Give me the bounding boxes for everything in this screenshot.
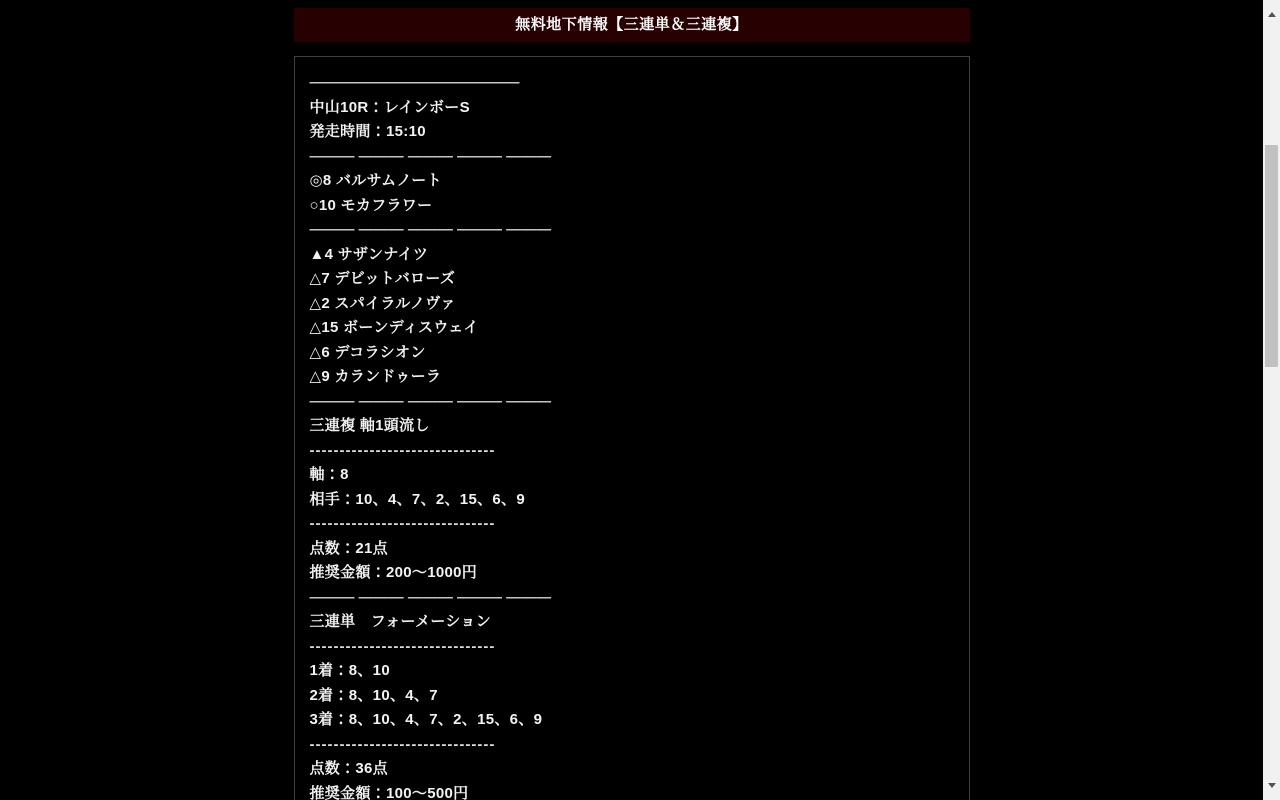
content-line: 点数：36点: [309, 760, 388, 777]
content-line: 推奨金額：200〜1000円: [309, 564, 478, 581]
content-line: 1着：8、10: [309, 662, 390, 679]
content-line: △7 デビットバローズ: [309, 270, 456, 287]
main-column: [294, 8, 970, 800]
content-line: ——————————————: [309, 74, 520, 91]
content-line: 中山10R：レインボーS: [309, 98, 470, 116]
page-title-bar: [294, 8, 970, 42]
content-line: 相手：10、4、7、2、15、6、9: [309, 490, 525, 508]
content-line: 2着：8、10、4、7: [309, 686, 438, 704]
content-line: △2 スパイラルノヴァ: [309, 294, 456, 312]
content-line: 三連単 フォーメーション: [309, 613, 492, 630]
content-line: ——— ——— ——— ——— ———: [309, 221, 552, 238]
content-line: 発走時間：15:10: [309, 123, 426, 140]
scrollbar-thumb[interactable]: [1265, 145, 1278, 367]
content-line: △15 ボーンディスウェイ: [309, 319, 479, 336]
content-line: -------------------------------: [309, 637, 496, 655]
content-line: ○10 モカフラワー: [309, 196, 433, 214]
tips-panel: [294, 56, 970, 800]
content-line: △6 デコラシオン: [309, 343, 426, 361]
content-line: -------------------------------: [309, 441, 496, 459]
content-line: ——— ——— ——— ——— ———: [309, 147, 552, 165]
page-title: 無料地下情報【三連単＆三連複】: [515, 16, 748, 33]
content-line: 3着：8、10、4、7、2、15、6、9: [309, 711, 543, 728]
content-line: 推奨金額：100〜500円: [309, 784, 469, 800]
content-line: 軸：8: [309, 466, 349, 483]
tips-content: [310, 71, 954, 800]
content-line: 三連複 軸1頭流し: [309, 417, 430, 434]
content-line: -------------------------------: [309, 515, 496, 532]
content-line: ◎8 バルサムノート: [309, 172, 442, 189]
content-line: ▲4 サザンナイツ: [309, 245, 429, 263]
scrollbar-down-arrow-icon[interactable]: [1268, 783, 1276, 788]
content-line: ——— ——— ——— ——— ———: [309, 588, 552, 606]
content-line: ——— ——— ——— ——— ———: [309, 392, 552, 410]
vertical-scrollbar[interactable]: [1263, 0, 1280, 800]
content-line: -------------------------------: [309, 735, 496, 753]
content-line: △9 カランドゥーラ: [309, 368, 442, 385]
scrollbar-up-arrow-icon[interactable]: [1268, 12, 1276, 17]
content-line: 点数：21点: [309, 539, 388, 557]
